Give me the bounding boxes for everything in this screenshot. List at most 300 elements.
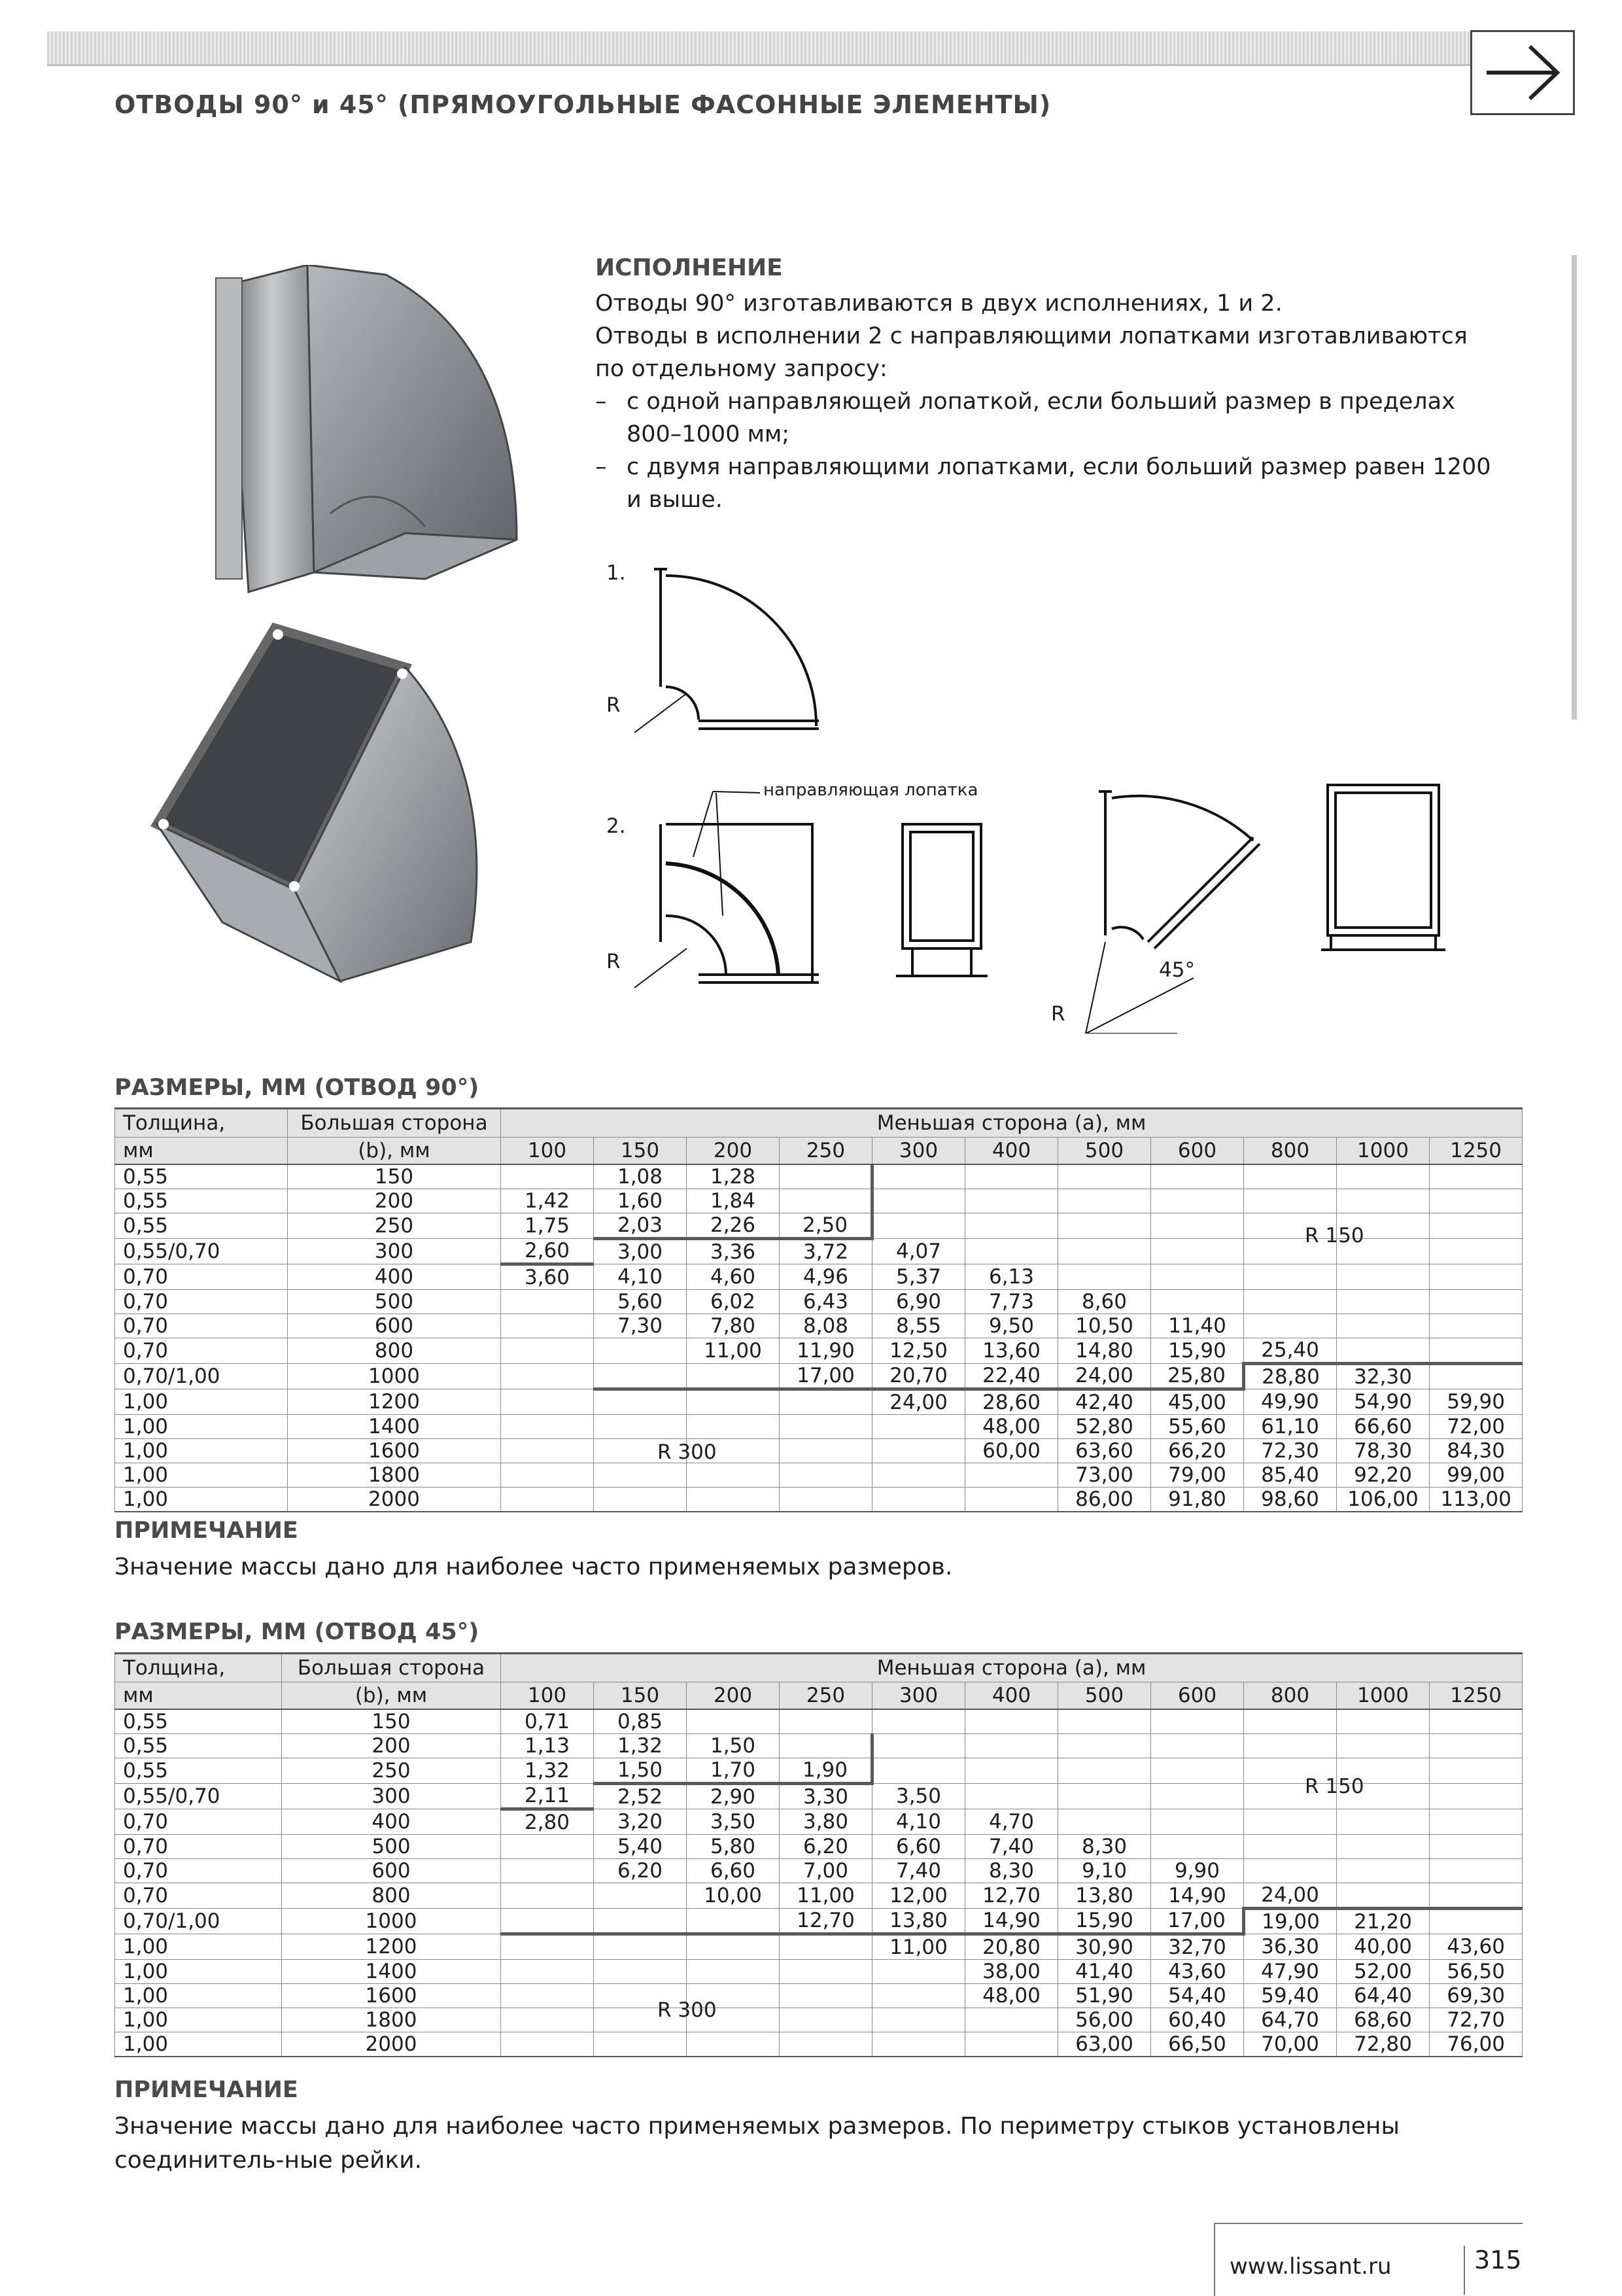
cell-mass: 73,00 [1058,1463,1151,1487]
cell-mass [1337,1734,1430,1758]
col-header-100: 100 [501,1682,594,1710]
cell-mass [594,1487,687,1512]
cell-mass: 43,60 [1151,1960,1244,1984]
cell-mass [1430,1290,1523,1314]
cell-mass: 48,00 [965,1984,1058,2008]
cell-mass [780,1934,872,1960]
cell-mass: 91,80 [1151,1487,1244,1512]
table-90-r300-label: R 300 [657,1440,717,1464]
col-header-300: 300 [872,1682,965,1710]
cell-mass [594,1415,687,1439]
cell-mass: 66,20 [1151,1439,1244,1463]
col-header-1000: 1000 [1337,1138,1430,1165]
cell-mass: 72,30 [1244,1439,1337,1463]
next-page-arrow[interactable] [1470,30,1575,115]
cell-mass: 6,60 [687,1859,780,1883]
cell-mass: 3,80 [780,1809,872,1835]
table-row [115,1364,1523,1389]
cell-mass [1337,1290,1430,1314]
cell-mass [780,1389,872,1415]
cell-mass: 85,40 [1244,1463,1337,1487]
table-row [115,1859,1523,1883]
cell-thickness: 1,00 [115,2032,282,2057]
cell-mass: 6,43 [780,1290,872,1314]
cell-big-side: 600 [282,1859,501,1883]
cell-mass [872,1758,965,1784]
col-header-500: 500 [1058,1682,1151,1710]
cell-big-side: 1000 [288,1364,501,1389]
cell-mass [1430,1709,1523,1734]
cell-mass: 5,40 [594,1835,687,1859]
cell-mass [1430,1264,1523,1290]
cell-mass [780,1164,872,1189]
table-45-title: РАЗМЕРЫ, ММ (ОТВОД 45°) [114,1619,479,1645]
cell-mass: 15,90 [1058,1909,1151,1934]
table-row [115,1439,1523,1463]
cell-mass: 7,00 [780,1859,872,1883]
cell-mass [965,1758,1058,1784]
cell-mass [780,1984,872,2008]
cell-mass: 24,00 [872,1389,965,1415]
table-row [115,1960,1523,1984]
col-header-1000: 1000 [1337,1682,1430,1710]
cell-mass [687,1364,780,1389]
cell-mass: 84,30 [1430,1439,1523,1463]
cell-mass [594,1364,687,1389]
cell-thickness: 1,00 [115,1415,288,1439]
cell-mass: 54,90 [1337,1389,1430,1415]
cell-mass [1244,1290,1337,1314]
cell-mass: 11,40 [1151,1314,1244,1338]
cell-mass [872,1960,965,1984]
cell-mass [687,1709,780,1734]
col-header-200: 200 [687,1682,780,1710]
cell-big-side: 1800 [288,1463,501,1487]
cell-mass: 6,90 [872,1290,965,1314]
diagram-1-label: 1. [606,561,626,585]
cell-mass: 3,60 [501,1264,594,1290]
cell-mass: 63,60 [1058,1439,1151,1463]
cell-mass: 2,11 [501,1784,594,1809]
cell-mass [780,1734,872,1758]
cell-mass: 7,40 [965,1835,1058,1859]
cell-mass: 106,00 [1337,1487,1430,1512]
cell-mass: 32,70 [1151,1934,1244,1960]
cell-mass: 13,80 [1058,1883,1151,1909]
cell-mass [1151,1290,1244,1314]
cell-mass: 61,10 [1244,1415,1337,1439]
table-row [115,1709,1523,1734]
cell-mass: 1,75 [501,1213,594,1239]
cell-mass: 10,00 [687,1883,780,1909]
cell-mass [1058,1784,1151,1809]
cell-big-side: 300 [288,1239,501,1264]
cell-mass: 92,20 [1337,1463,1430,1487]
table-row [115,1934,1523,1960]
cell-mass [1151,1189,1244,1213]
cell-mass: 40,00 [1337,1934,1430,1960]
table-row [115,2032,1523,2057]
cell-mass [872,1734,965,1758]
cell-big-side: 1600 [288,1439,501,1463]
cell-mass [872,1213,965,1239]
cell-thickness: 0,70/1,00 [115,1364,288,1389]
cell-mass: 55,60 [1151,1415,1244,1439]
cell-thickness: 1,00 [115,1463,288,1487]
execution-block [595,252,1498,516]
cell-mass: 7,73 [965,1290,1058,1314]
cell-mass: 25,80 [1151,1364,1244,1389]
col-header-thickness: Толщина, [115,1654,282,1682]
cell-big-side: 250 [282,1758,501,1784]
cell-mass: 12,70 [965,1883,1058,1909]
cell-mass [1337,1883,1430,1909]
cell-mass [594,1960,687,1984]
cell-mass [1430,1809,1523,1835]
cell-mass: 1,28 [687,1164,780,1189]
elbow-90-photo [209,265,530,605]
cell-mass [594,1389,687,1415]
execution-heading: ИСПОЛНЕНИЕ [595,254,783,281]
cell-mass: 4,70 [965,1809,1058,1835]
cell-big-side: 2000 [282,2032,501,2057]
cell-mass [501,1164,594,1189]
cell-mass: 22,40 [965,1364,1058,1389]
table-45: Толщина, Большая сторона Меньшая сторона (а), мм мм (b), мм 100 150 200 250 300 400 500 600 800 1000 1250 0,55 150 0,71 0,85 0,55 200 1,13 1,32 1,50 0,55 250 1,32 1,50 1,70 1,90 0,55/0,70 300 2,11 2,52 2,90 3,30 3,50 0,70 400 2,80 3,20 3,50 3,80 4,10 4,70 0,70 500 5,40 5,80 6,20 6,60 7,40 8,30 0,70 600 6,20 6,60 7,00 7,40 8,30 9,10 9,90 0,70 800 10,00 11,00 12,00 12,70 13,80 14,90 24,00 0,70/1,00 1000 12,70 13,80 14,90 15,90 17,00 19,00 21,20 1,00 1200 11,00 20,80 30,90 32,70 36,30 40,00 43,60 1,00 1400 38,00 41,40 43,60 47,90 52,00 56,50 1,00 1600 48,00 51,90 54,40 59,40 64,40 69,30 1,00 1800 56,00 60,40 64,70 68,60 72,70 1,00 2000 63,00 66,50 70,00 72,80 76,00 [114,1652,1523,2057]
cell-mass: 11,00 [780,1883,872,1909]
page-number: 315 [1464,2246,1522,2295]
cell-mass [501,1364,594,1389]
cell-mass [1058,1264,1151,1290]
cell-mass: 66,60 [1337,1415,1430,1439]
cell-mass: 3,30 [780,1784,872,1809]
cell-mass: 6,20 [780,1835,872,1859]
diagram-1-r-label: R [606,693,621,717]
cell-mass: 12,50 [872,1338,965,1364]
cell-mass [780,1415,872,1439]
cell-mass [1058,1239,1151,1264]
cell-mass: 11,00 [872,1934,965,1960]
cell-mass: 11,00 [687,1338,780,1364]
cell-mass: 59,40 [1244,1984,1337,2008]
cell-mass [1058,1809,1151,1835]
cell-mass [780,1439,872,1463]
elbow-45-photo [144,615,510,994]
cell-mass [1058,1709,1151,1734]
table-row [115,1189,1523,1213]
cell-mass: 1,70 [687,1758,780,1784]
cell-mass [965,1189,1058,1213]
cell-mass [1151,1835,1244,1859]
table-row [115,1164,1523,1189]
cell-mass [501,1290,594,1314]
cell-mass [687,1487,780,1512]
cell-mass: 2,26 [687,1213,780,1239]
cell-mass [1430,1859,1523,1883]
cell-mass [1430,1883,1523,1909]
cell-mass [965,2008,1058,2032]
angle-label: 45° [1159,958,1195,982]
cell-mass [780,1709,872,1734]
table-90: Толщина, Большая сторона Меньшая сторона (а), мм мм (b), мм 100 150 200 250 300 400 500 600 800 1000 1250 0,55 150 1,08 1,28 0,55 200 1,42 1,60 1,84 0,55 250 1,75 2,03 2,26 2,50 0,55/0,70 300 2,60 3,00 3,36 3,72 4,07 0,70 400 3,60 4,10 4,60 4,96 5,37 6,13 0,70 500 5,60 6,02 6,43 6,90 7,73 8,60 0,70 600 7,30 7,80 8,08 8,55 9,50 10,50 11,40 0,70 800 11,00 11,90 12,50 13,60 14,80 15,90 25,40 0,70/1,00 1000 17,00 20,70 22,40 24,00 25,80 28,80 32,30 1,00 1200 24,00 28,60 42,40 45,00 49,90 54,90 59,90 1,00 1400 48,00 52,80 55,60 61,10 66,60 72,00 1,00 1600 60,00 63,60 66,20 72,30 78,30 84,30 1,00 1800 73,00 79,00 85,40 92,20 99,00 1,00 2000 86,00 91,80 98,60 106,00 113,00 [114,1107,1523,1512]
table-45-r150-label: R 150 [1305,1775,1364,1798]
cell-mass: 8,60 [1058,1290,1151,1314]
cell-thickness: 0,55 [115,1709,282,1734]
cell-mass: 1,50 [687,1734,780,1758]
cell-mass: 4,60 [687,1264,780,1290]
cell-mass [1058,1213,1151,1239]
cell-mass: 1,60 [594,1189,687,1213]
cell-mass: 3,50 [872,1784,965,1809]
cell-mass: 1,32 [594,1734,687,1758]
cell-mass: 1,32 [501,1758,594,1784]
cell-mass: 113,00 [1430,1487,1523,1512]
cell-mass [872,1984,965,2008]
cell-mass: 8,55 [872,1314,965,1338]
cell-mass [594,1909,687,1934]
cell-mass: 6,20 [594,1859,687,1883]
cell-mass [501,1835,594,1859]
cell-thickness: 0,70 [115,1338,288,1364]
cell-mass [594,1463,687,1487]
cell-mass: 52,80 [1058,1415,1151,1439]
cell-thickness: 1,00 [115,1934,282,1960]
cell-mass [501,2032,594,2057]
cell-mass: 14,90 [965,1909,1058,1934]
cell-mass [965,2032,1058,2057]
execution-bullet: – с одной направляющей лопаткой, если больший размер в пределах 800–1000 мм; [595,389,1455,447]
col-header-800: 800 [1244,1682,1337,1710]
table-row [115,1415,1523,1439]
cell-thickness: 0,55 [115,1189,288,1213]
col-header-300: 300 [872,1138,965,1165]
table-row [115,1835,1523,1859]
table-row [115,2008,1523,2032]
cell-mass: 4,10 [594,1264,687,1290]
table-row [115,1264,1523,1290]
table-row [115,1883,1523,1909]
footer-url[interactable]: www.lissant.ru [1230,2253,1392,2280]
arrow-right-icon [1472,32,1573,113]
cell-mass [687,2032,780,2057]
cell-big-side: 400 [288,1264,501,1290]
cell-big-side: 1800 [282,2008,501,2032]
diagram-2-label: 2. [606,814,626,838]
cell-mass: 1,08 [594,1164,687,1189]
cell-mass [872,1487,965,1512]
cell-mass: 5,37 [872,1264,965,1290]
cell-mass: 98,60 [1244,1487,1337,1512]
cell-mass [872,1709,965,1734]
cell-big-side: 250 [288,1213,501,1239]
table-row [115,1809,1523,1835]
table-45-r300-label: R 300 [657,1998,717,2022]
cell-thickness: 0,55 [115,1758,282,1784]
cell-mass [872,1189,965,1213]
cell-mass [594,2032,687,2057]
cell-mass [1151,1784,1244,1809]
table-row [115,1290,1523,1314]
cell-mass [501,1984,594,2008]
col-header-200: 200 [687,1138,780,1165]
col-header-600: 600 [1151,1138,1244,1165]
cell-mass: 43,60 [1430,1934,1523,1960]
cell-mass: 6,60 [872,1835,965,1859]
table-row [115,1984,1523,2008]
note-45-title: ПРИМЕЧАНИЕ [114,2077,298,2103]
note-90-text: Значение массы дано для наиболее часто применяемых размеров. [114,1554,953,1580]
cell-mass: 0,85 [594,1709,687,1734]
cell-thickness: 0,55 [115,1164,288,1189]
cell-mass [780,1463,872,1487]
cell-mass: 56,50 [1430,1960,1523,1984]
col-header-400: 400 [965,1682,1058,1710]
cell-mass [1337,1314,1430,1338]
cell-big-side: 2000 [288,1487,501,1512]
col-header-500: 500 [1058,1138,1151,1165]
cell-mass [687,1415,780,1439]
cell-mass: 7,80 [687,1314,780,1338]
cell-mass: 52,00 [1337,1960,1430,1984]
cell-thickness: 1,00 [115,2008,282,2032]
cell-big-side: 400 [282,1809,501,1835]
cell-thickness: 1,00 [115,1960,282,1984]
col-header-1250: 1250 [1430,1138,1523,1165]
cell-mass: 17,00 [780,1364,872,1389]
cell-big-side: 1400 [282,1960,501,1984]
cell-mass [1151,1734,1244,1758]
cell-mass [1244,1835,1337,1859]
cell-mass [687,1909,780,1934]
cell-mass: 32,30 [1337,1364,1430,1389]
cell-mass: 6,13 [965,1264,1058,1290]
cell-mass: 1,90 [780,1758,872,1784]
cell-mass [1244,1189,1337,1213]
cell-mass: 17,00 [1151,1909,1244,1934]
cell-mass: 3,36 [687,1239,780,1264]
cell-mass: 76,00 [1430,2032,1523,2057]
cell-mass: 45,00 [1151,1389,1244,1415]
cell-mass [965,1463,1058,1487]
cell-thickness: 0,70/1,00 [115,1909,282,1934]
cell-mass [501,1389,594,1415]
cell-big-side: 200 [282,1734,501,1758]
cell-mass: 2,90 [687,1784,780,1809]
cell-mass: 28,80 [1244,1364,1337,1389]
cell-mass [1430,1213,1523,1239]
table-row [115,1463,1523,1487]
cell-mass: 56,00 [1058,2008,1151,2032]
cell-mass [1244,1164,1337,1189]
cell-mass: 9,90 [1151,1859,1244,1883]
cell-mass: 99,00 [1430,1463,1523,1487]
cell-mass [687,1463,780,1487]
cell-mass: 14,80 [1058,1338,1151,1364]
cell-mass: 1,50 [594,1758,687,1784]
cell-mass: 10,50 [1058,1314,1151,1338]
cell-big-side: 300 [282,1784,501,1809]
cell-mass [1151,1164,1244,1189]
vane-label: направляющая лопатка [763,780,978,800]
col-header-big-side: Большая сторона [282,1654,501,1682]
diagram-3-r-label: R [1051,1002,1065,1026]
cell-mass: 51,90 [1058,1984,1151,2008]
cell-mass [965,1239,1058,1264]
cell-mass: 3,72 [780,1239,872,1264]
cell-mass [872,1415,965,1439]
cell-mass: 2,80 [501,1809,594,1835]
cell-mass [1151,1264,1244,1290]
cell-mass [1430,1239,1523,1264]
cell-mass: 24,00 [1244,1883,1337,1909]
cell-mass: 60,00 [965,1439,1058,1463]
table-row [115,1338,1523,1364]
cell-big-side: 1200 [288,1389,501,1415]
cell-mass: 6,02 [687,1290,780,1314]
cell-mass [1337,1338,1430,1364]
execution-line-1: Отводы 90° изготавливаются в двух исполнениях, 1 и 2. [595,290,1283,317]
cell-thickness: 0,55 [115,1734,282,1758]
cell-mass [1244,1314,1337,1338]
cell-mass: 47,90 [1244,1960,1337,1984]
cell-mass [501,1883,594,1909]
cell-mass [1430,1758,1523,1784]
cell-mass [1430,1784,1523,1809]
cell-mass [1058,1189,1151,1213]
col-header-250: 250 [780,1138,872,1165]
cell-mass: 21,20 [1337,1909,1430,1934]
cell-mass [1430,1734,1523,1758]
cell-mass: 64,40 [1337,1984,1430,2008]
page-title: ОТВОДЫ 90° и 45° (ПРЯМОУГОЛЬНЫЕ ФАСОННЫЕ ЭЛЕМЕНТЫ) [114,90,1052,119]
note-90-title: ПРИМЕЧАНИЕ [114,1518,298,1544]
cell-mass: 5,80 [687,1835,780,1859]
cell-mass [1058,1734,1151,1758]
cell-mass: 8,30 [1058,1835,1151,1859]
cell-mass [872,1439,965,1463]
cell-mass: 2,52 [594,1784,687,1809]
cell-mass: 2,03 [594,1213,687,1239]
cell-mass [780,1487,872,1512]
cell-thickness: 0,55/0,70 [115,1239,288,1264]
cell-mass: 42,40 [1058,1389,1151,1415]
cell-mass [965,1784,1058,1809]
table-row [115,1734,1523,1758]
cell-mass [501,1859,594,1883]
cell-thickness: 1,00 [115,1389,288,1415]
table-row [115,1389,1523,1415]
cell-mass: 1,42 [501,1189,594,1213]
cell-mass [780,1960,872,1984]
cell-mass [501,1439,594,1463]
cell-mass [872,1164,965,1189]
cell-big-side: 500 [282,1835,501,1859]
col-header-250: 250 [780,1682,872,1710]
cell-mass [594,1883,687,1909]
table-90-r150-label: R 150 [1305,1224,1364,1247]
cell-mass [872,1463,965,1487]
cell-thickness: 1,00 [115,1487,288,1512]
cell-mass [501,1415,594,1439]
table-90-title: РАЗМЕРЫ, ММ (ОТВОД 90°) [114,1075,479,1101]
cell-mass [501,1338,594,1364]
bend-diagrams [589,549,1465,1034]
cell-mass: 3,50 [687,1809,780,1835]
cell-mass: 8,30 [965,1859,1058,1883]
note-45-text: Значение массы дано для наиболее часто применяемых размеров. По периметру стыков установлены соединитель-ные рейки. [114,2113,1400,2174]
cell-mass [1337,1164,1430,1189]
cell-mass: 60,40 [1151,2008,1244,2032]
